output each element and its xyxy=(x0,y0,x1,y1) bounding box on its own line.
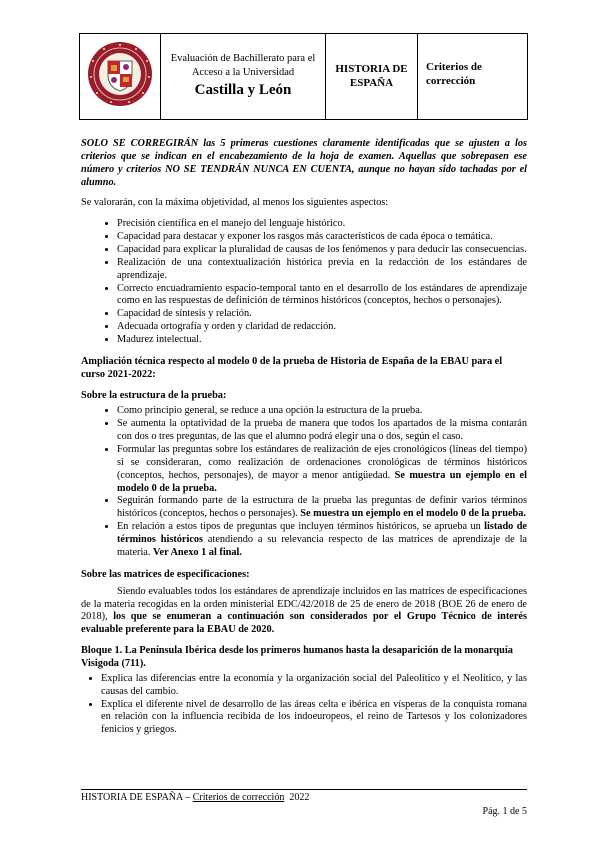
header-table xyxy=(79,33,528,120)
header-subject-cell xyxy=(326,34,418,120)
ampliacion-heading: Ampliación técnica respecto al modelo 0 de la prueba de Historia de España de la EBAU para el curso 2021-2022: xyxy=(81,355,503,380)
footer-criteria: Criterios de corrección xyxy=(192,792,285,803)
eval-line-1: Evaluación de Bachillerato para el xyxy=(170,53,316,65)
footer-dash: – xyxy=(182,792,193,803)
page-footer xyxy=(81,789,527,803)
university-seal-icon xyxy=(87,41,153,107)
aspects-list xyxy=(81,218,527,347)
list-item: • Capacidad de síntesis y relación. xyxy=(117,308,527,321)
list-item xyxy=(117,495,527,521)
list-item: • Adecuada ortografía y orden y claridad de redacción. xyxy=(117,321,527,334)
list-item: • Precisión científica en el manejo del lenguaje histórico. xyxy=(117,218,527,231)
header-criteria-cell xyxy=(418,34,528,120)
eval-line-2: Acceso a la Universidad xyxy=(191,66,295,78)
intro-paragraph: SOLO SE CORREGIRÁN las 5 primeras cuestiones claramente identificadas que se ajusten a los criterios que se indican en el encabezamiento de la hoja de examen. Aquellas que sobrepasen ese número y criterios NO SE TENDRÁN NUNCA EN CUENTA, aunque no hayan sido tachadas por el alumno. xyxy=(81,138,527,188)
estructura-list xyxy=(81,405,527,559)
list-item-text: Seguirán formando parte de la estructura de la prueba las preguntas de definir varios términos históricos (conceptos, hechos o personajes). xyxy=(117,495,527,520)
list-item: • Explica el diferente nivel de desarrollo de las áreas celta e ibérica en vísperas de la conquista romana en relación con la influencia recibida de los indoeuropeos, el reino de Tartesos y los colonizadores fenicios y griegos. xyxy=(101,699,527,738)
matrices-heading: Sobre las matrices de especificaciones: xyxy=(81,568,250,580)
list-item-emphasis: listado de términos históricos xyxy=(117,521,527,546)
subject-line-2: ESPAÑA xyxy=(349,76,394,89)
list-item-text: Formular las preguntas sobre los estándares de realización de ejes cronológicos (líneas del tiempo) si se consideraran, como realización de ordenaciones cronológicas de términos históricos (conceptos, hechos, personajes), de mayor a menor antigüedad. xyxy=(117,444,527,481)
list-item xyxy=(117,521,527,560)
criteria-line-2: corrección xyxy=(426,75,476,88)
bloque1-list xyxy=(81,673,527,737)
matrices-emphasis: los que se enumeran a continuación son considerados por el Grupo Técnico de interés evaluable preferente para la EBAU de 2020. xyxy=(81,611,527,636)
list-item: • Madurez intelectual. xyxy=(117,334,527,347)
header-logo-cell xyxy=(80,34,161,120)
list-item-text: En relación a estos tipos de preguntas que incluyen términos históricos, se aprueba un xyxy=(117,521,485,533)
page-number: Pág. 1 de 5 xyxy=(482,806,527,817)
list-item: • Como principio general, se reduce a una opción la estructura de la prueba. xyxy=(117,405,527,418)
matrices-text: Siendo evaluables todos los estándares de aprendizaje incluidos en las matrices de especificaciones de la materia recogidas en la orden ministerial EDC/42/2018 de 25 de enero de 2018 (BOE 26 de enero de 2018), xyxy=(81,585,527,623)
estructura-heading: Sobre la estructura de la prueba: xyxy=(81,389,227,401)
bloque1-heading: Bloque 1. La Península Ibérica desde los primeros humanos hasta la desaparición de la monarquía Visigoda (711). xyxy=(81,645,513,669)
list-item-emphasis: Se muestra un ejemplo en el modelo 0 de la prueba. xyxy=(117,469,527,494)
header-evaluation-cell xyxy=(161,34,326,120)
list-item: • Explica las diferencias entre la economía y la organización social del Paleolítico y el Neolítico, y las causas del cambio. xyxy=(101,673,527,699)
list-item: • Correcto encuadramiento espacio-temporal tanto en el desarrollo de los estándares de aprendizaje como en las respuestas de definición de términos históricos (conceptos, hechos o personajes). xyxy=(117,283,527,309)
assessment-intro: Se valorarán, con la máxima objetividad, al menos los siguientes aspectos: xyxy=(81,197,389,209)
footer-subject: HISTORIA DE ESPAÑA xyxy=(81,792,183,803)
subject-line-1: HISTORIA DE xyxy=(335,63,408,76)
document-body xyxy=(81,138,527,746)
footer-year: 2022 xyxy=(284,792,310,803)
list-item-emphasis: Se muestra un ejemplo en el modelo 0 de la prueba. xyxy=(300,508,526,520)
list-item: • Realización de una contextualización histórica previa en la redacción de los estándares de aprendizaje. xyxy=(117,257,527,283)
matrices-paragraph xyxy=(81,586,527,637)
list-item xyxy=(117,444,527,495)
region-title: Castilla y León xyxy=(194,82,292,99)
list-item-text: atendiendo a su relevancia respecto de las matrices de aprendizaje de la materia. xyxy=(117,534,527,558)
list-item: • Capacidad para explicar la pluralidad de causas de los fenómenos y para deducir las consecuencias. xyxy=(117,244,527,257)
criteria-line-1: Criterios de xyxy=(426,61,482,73)
list-item: • Se aumenta la optatividad de la prueba de manera que todos los apartados de la misma contarán con dos o tres preguntas, de las que el alumno podrá elegir una o dos, según el caso. xyxy=(117,418,527,444)
list-item-emphasis: Ver Anexo 1 al final. xyxy=(153,546,242,558)
list-item: • Capacidad para destacar y exponer los rasgos más característicos de cada época o temática. xyxy=(117,231,527,244)
